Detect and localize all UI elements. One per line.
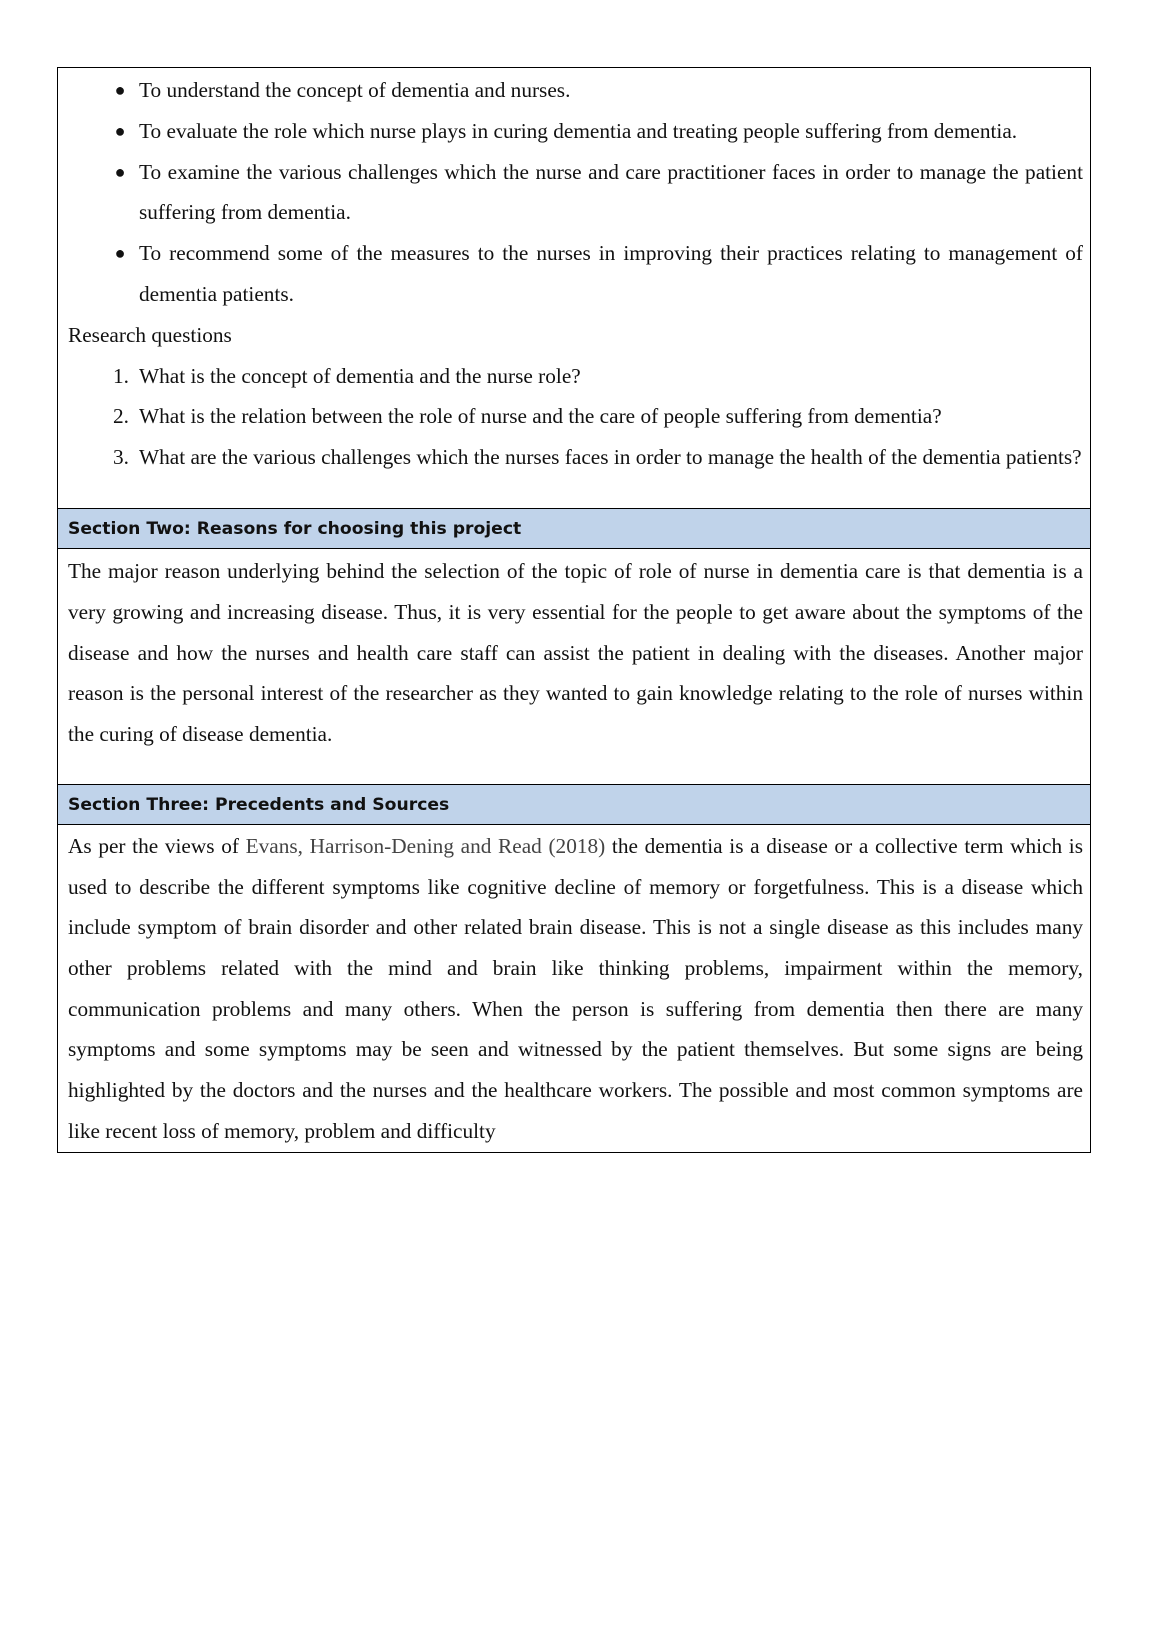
question-number: 3. bbox=[113, 445, 129, 470]
research-questions-heading: Research questions bbox=[68, 322, 232, 347]
objective-text: To examine the various challenges which the nurse and care practitioner faces in order to manage the patient suffering from dementia. bbox=[139, 159, 1083, 225]
section-three-lead: As per the views of bbox=[68, 833, 246, 858]
list-item bbox=[68, 111, 1083, 152]
bullet-icon: ● bbox=[114, 161, 126, 182]
list-item bbox=[68, 437, 1083, 478]
list-item bbox=[68, 356, 1083, 397]
list-item bbox=[68, 233, 1083, 315]
list-item bbox=[68, 396, 1083, 437]
objective-text: To recommend some of the measures to the nurses in improving their practices relating to management of dementia patients. bbox=[139, 241, 1083, 306]
question-text: What is the relation between the role of nurse and the care of people suffering from dementia? bbox=[139, 404, 942, 429]
document-table bbox=[57, 67, 1091, 1153]
section-two-header: Section Two: Reasons for choosing this project bbox=[58, 508, 1090, 549]
objective-text: To evaluate the role which nurse plays in curing dementia and treating people suffering from dementia. bbox=[139, 118, 1018, 143]
section-three-body bbox=[58, 825, 1090, 1152]
list-item bbox=[68, 70, 1083, 111]
section-three-header: Section Three: Precedents and Sources bbox=[58, 784, 1090, 825]
question-text: What are the various challenges which the nurses faces in order to manage the health of the dementia patients? bbox=[139, 445, 1082, 470]
bullet-icon: ● bbox=[114, 120, 126, 141]
bullet-icon: ● bbox=[114, 243, 126, 264]
question-number: 1. bbox=[113, 363, 129, 388]
objectives-list bbox=[68, 70, 1083, 315]
citation-link: Evans, Harrison-Dening and Read (2018) bbox=[245, 833, 606, 858]
bullet-icon: ● bbox=[114, 80, 126, 100]
question-number: 2. bbox=[113, 404, 129, 429]
objective-text: To understand the concept of dementia and nurses. bbox=[139, 78, 571, 102]
section-three-text: the dementia is a disease or a collective term which is used to describe the different symptoms like cognitive decline of memory or forgetfulness. This is a disease which include symptom of brain disorder and other related brain disease. This is not a single disease as this includes many other problems related with the mind and brain like thinking problems, impairment within the memory, communication problems and many others. When the person is suffering from dementia then there are many symptoms and some symptoms may be seen and witnessed by the patient themselves. But some signs are being highlighted by the doctors and the nurses and the healthcare workers. The possible and most common symptoms are like recent loss of memory, problem and difficulty bbox=[68, 833, 1083, 1143]
list-item bbox=[68, 152, 1083, 234]
question-text: What is the concept of dementia and the nurse role? bbox=[139, 363, 581, 388]
section-two-body: The major reason underlying behind the selection of the topic of role of nurse in dementia care is that dementia is a very growing and increasing disease. Thus, it is very essential for the people to get aware about the symptoms of the disease and how the nurses and health care staff can assist the patient in dealing with the diseases. Another major reason is the personal interest of the researcher as they wanted to gain knowledge relating to the role of nurses within the curing of disease dementia. bbox=[68, 558, 1083, 747]
objectives-cell bbox=[58, 68, 1090, 508]
research-questions-list bbox=[68, 356, 1083, 478]
